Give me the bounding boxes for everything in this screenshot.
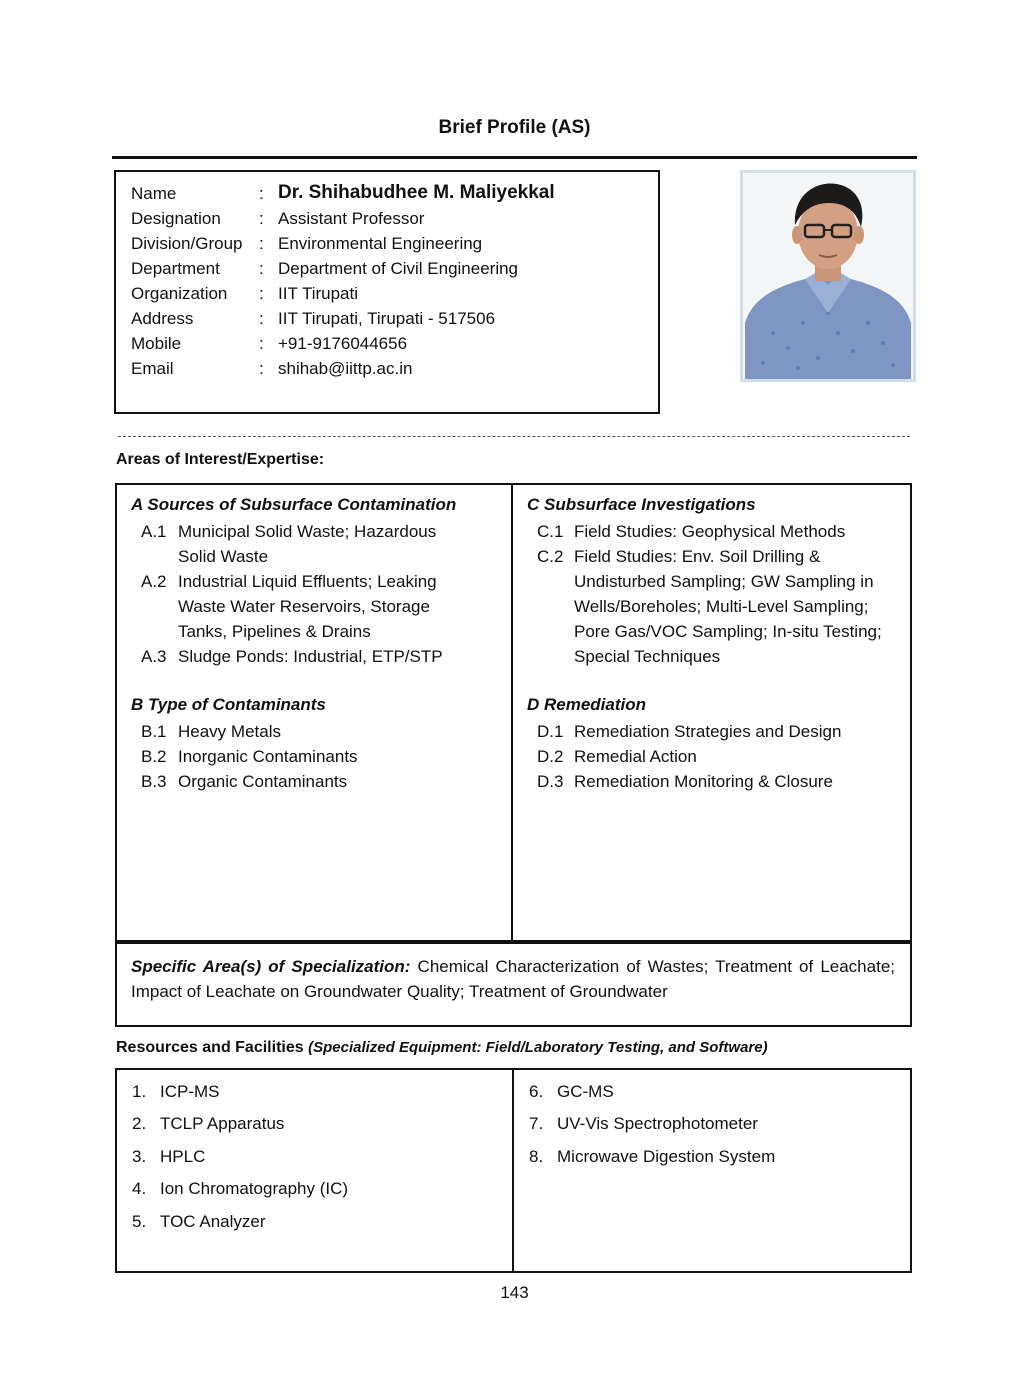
specialization-paragraph [131,954,895,1004]
field-colon: : [259,334,264,353]
list-item [141,519,501,569]
item-text: Organic Contaminants [178,772,348,791]
item-number: 7. [529,1114,544,1133]
list-item [537,769,902,794]
field-colon: : [259,284,264,303]
column-divider [511,485,513,942]
item-number: 8. [529,1147,544,1166]
item-text: Industrial Liquid Effluents; Leaking Waste Water Reservoirs, Storage Tanks, Pipelines & Drains [178,572,437,641]
list-item [141,644,501,669]
field-label: Address [131,309,194,328]
resources-subtitle: (Specialized Equipment: Field/Laboratory Testing, and Software) [308,1039,768,1056]
list-item [141,719,501,744]
resources-table [115,1068,912,1273]
page-title: Brief Profile (AS) [438,117,591,138]
field-label: Name [131,184,177,203]
email-value: shihab@iittp.ac.in [278,359,413,378]
list-item [141,744,501,769]
field-colon: : [259,209,264,228]
item-number: 1. [132,1082,147,1101]
field-value: IIT Tirupati, Tirupati - 517506 [278,309,496,328]
item-number: 5. [132,1212,147,1231]
field-label: Email [131,359,174,378]
item-text: Field Studies: Env. Soil Drilling & Undisturbed Sampling; GW Sampling in Wells/Boreholes; Multi-Level Sampling; Pore Gas/VOC Sampling; In-situ Testing; Special Techniques [574,547,882,666]
specialization-label: Specific Area(s) of Specialization: [131,957,411,976]
field-colon: : [259,184,264,203]
list-item [537,744,902,769]
item-text: Ion Chromatography (IC) [160,1179,349,1198]
item-code: B.3 [141,772,167,791]
item-text: Remedial Action [574,747,697,766]
field-label: Division/Group [131,234,243,253]
profile-photo [740,170,916,382]
item-number: 4. [132,1179,147,1198]
field-value: IIT Tirupati [278,284,358,303]
field-label: Mobile [131,334,182,353]
item-code: D.3 [537,772,564,791]
item-text: Remediation Strategies and Design [574,722,842,741]
specialization-text: Chemical Characterization of Wastes; Treatment of Leachate; Impact of Leachate on Groundwater Quality; Treatment of Groundwater [131,957,895,1001]
item-text: Heavy Metals [178,722,281,741]
item-code: C.1 [537,522,564,541]
resources-heading [116,1039,768,1057]
list-item [141,569,501,644]
field-value: Environmental Engineering [278,234,483,253]
item-number: 2. [132,1114,147,1133]
person-photo-illustration [743,173,913,379]
profile-name: Dr. Shihabudhee M. Maliyekkal [278,182,555,203]
item-code: A.2 [141,572,167,591]
item-code: D.1 [537,722,564,741]
item-code: B.1 [141,722,167,741]
item-text: Municipal Solid Waste; Hazardous Solid Waste [178,522,437,566]
item-text: Microwave Digestion System [557,1147,776,1166]
item-number: 3. [132,1147,147,1166]
item-text: Remediation Monitoring & Closure [574,772,833,791]
resources-title: Resources and Facilities [116,1039,304,1056]
category-b-title: B Type of Contaminants [131,695,326,714]
section-divider [118,436,910,437]
item-code: A.1 [141,522,167,541]
item-code: B.2 [141,747,167,766]
interests-heading: Areas of Interest/Expertise: [116,451,325,468]
column-divider [512,1070,514,1271]
item-code: C.2 [537,547,564,566]
page-number: 143 [500,1283,529,1302]
field-colon: : [259,359,264,378]
list-item [537,719,902,744]
field-colon: : [259,234,264,253]
category-d-title: D Remediation [527,695,647,714]
field-label: Organization [131,284,228,303]
item-text: Sludge Ponds: Industrial, ETP/STP [178,647,443,666]
category-a-title: A Sources of Subsurface Contamination [131,495,457,514]
field-colon: : [259,309,264,328]
list-item [537,519,902,544]
interests-table [115,483,912,944]
item-text: ICP-MS [160,1082,220,1101]
item-text: Inorganic Contaminants [178,747,358,766]
field-label: Department [131,259,220,278]
field-value: +91-9176044656 [278,334,408,353]
list-item [141,769,501,794]
item-text: UV-Vis Spectrophotometer [557,1114,758,1133]
specialization-box [115,940,912,1027]
field-value: Assistant Professor [278,209,425,228]
item-text: TCLP Apparatus [160,1114,285,1133]
profile-info-box [114,170,660,414]
field-colon: : [259,259,264,278]
item-number: 6. [529,1082,544,1101]
item-text: Field Studies: Geophysical Methods [574,522,846,541]
item-text: TOC Analyzer [160,1212,266,1231]
title-rule [112,156,917,159]
item-text: HPLC [160,1147,206,1166]
item-code: A.3 [141,647,167,666]
category-c-title: C Subsurface Investigations [527,495,756,514]
item-code: D.2 [537,747,564,766]
item-text: GC-MS [557,1082,614,1101]
field-label: Designation [131,209,221,228]
list-item [537,544,902,669]
field-value: Department of Civil Engineering [278,259,519,278]
